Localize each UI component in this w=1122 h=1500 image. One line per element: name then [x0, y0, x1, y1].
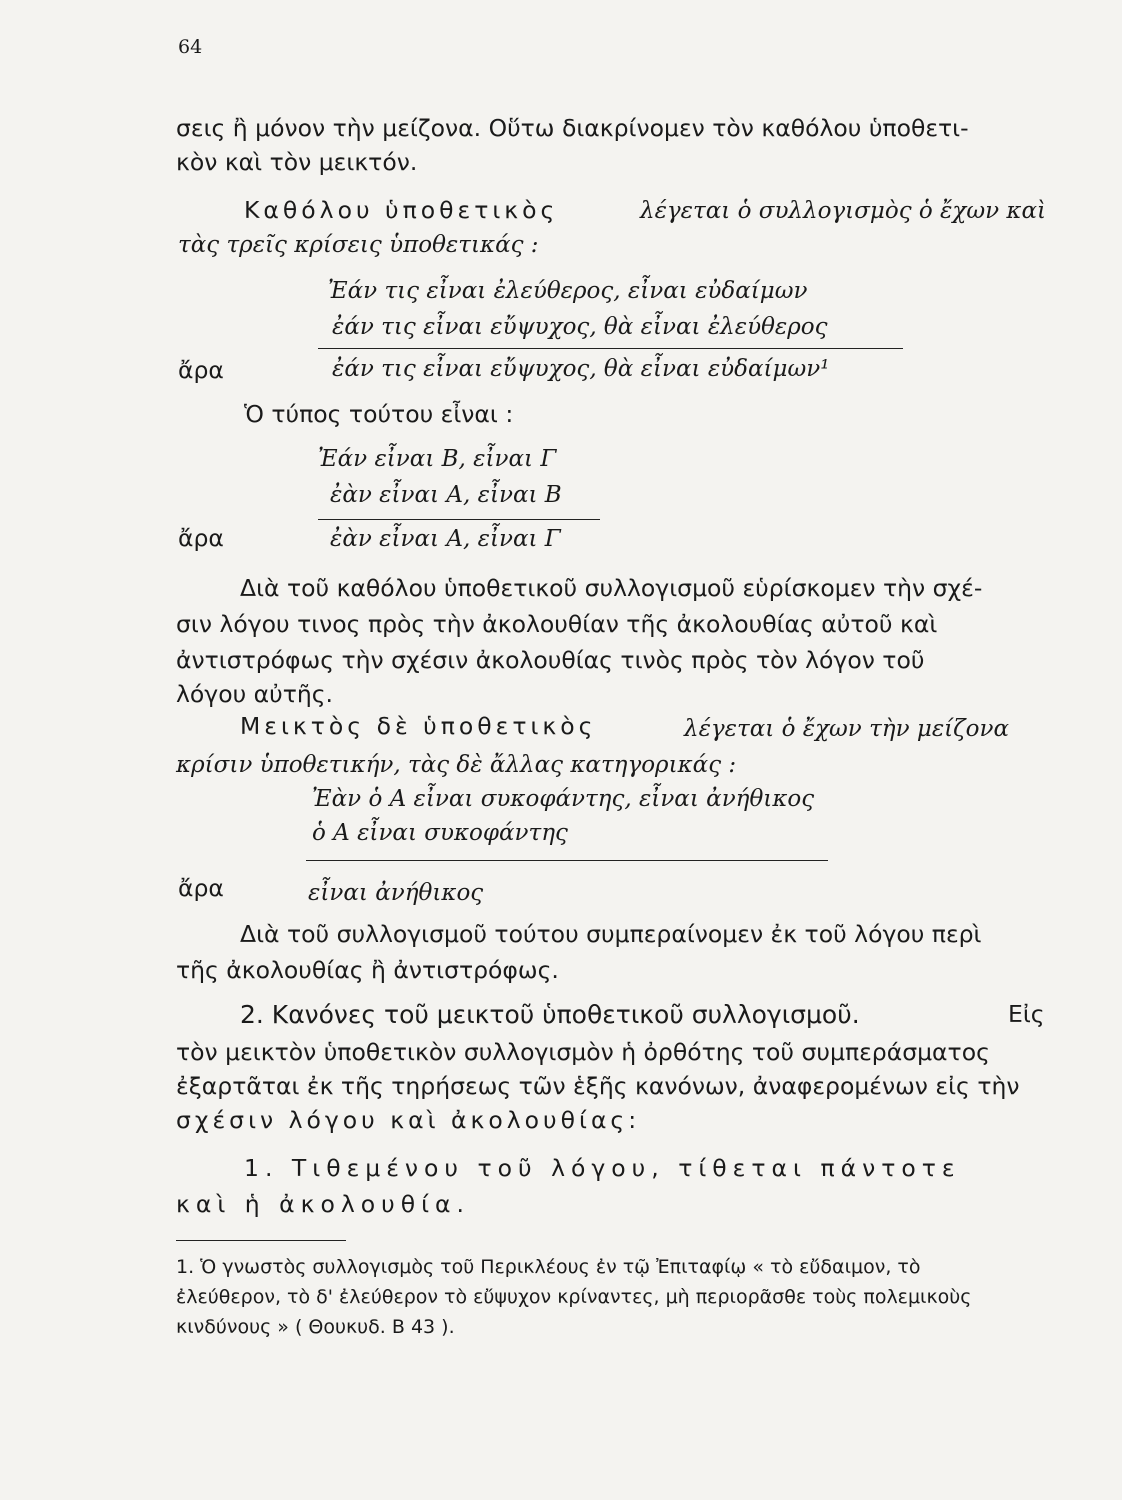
footnote-line: ἐλεύθερον, τὸ δ' ἐλεύθερον τὸ εὔψυχον κρίναντες, μὴ περιορᾶσθε τοὺς πολεμικοὺς	[176, 1286, 972, 1308]
syllogism-rule	[318, 519, 600, 520]
syllogism-rule	[306, 860, 828, 861]
therefore-label: ἄρα	[178, 356, 224, 384]
page-number: 64	[178, 36, 203, 58]
text-line: τῆς ἀκολουθίας ἢ ἀντιστρόφως.	[176, 956, 559, 984]
text-line: Διὰ τοῦ καθόλου ὑποθετικοῦ συλλογισμοῦ εὑρίσκομεν τὴν σχέ-	[240, 574, 983, 602]
syllogism-premise: Ἐάν εἶναι Β, εἶναι Γ	[318, 446, 557, 472]
text-line: ἀντιστρόφως τὴν σχέσιν ἀκολουθίας τινὸς πρὸς τὸν λόγον τοῦ	[176, 646, 925, 674]
syllogism-premise: ὁ Α εἶναι συκοφάντης	[312, 820, 568, 846]
text-line: λέγεται ὁ ἔχων τὴν μείζονα	[684, 716, 1010, 742]
text-line: σιν λόγου τινος πρὸς τὴν ἀκολουθίαν τῆς ἀκολουθίας αὐτοῦ καὶ	[176, 610, 938, 638]
syllogism-rule	[318, 348, 903, 349]
rule-item: 1. Τιθεμένου τοῦ λόγου, τίθεται πάντοτε	[244, 1154, 961, 1182]
text-line: λέγεται ὁ συλλογισμὸς ὁ ἔχων καὶ	[640, 198, 1047, 224]
syllogism-conclusion: εἶναι ἀνήθικος	[308, 880, 484, 906]
text-line: Ὁ τύπος τούτου εἶναι :	[244, 400, 514, 428]
text-line: κὸν καὶ τὸν μεικτόν.	[176, 148, 418, 176]
term-general-hypothetical: Καθόλου ὑποθετικὸς	[244, 196, 559, 224]
text-line: Εἰς	[1008, 1000, 1045, 1028]
text-line: τὸν μεικτὸν ὑποθετικὸν συλλογισμὸν ἡ ὀρθότης τοῦ συμπεράσματος	[176, 1038, 990, 1066]
term-mixed-hypothetical: Μεικτὸς δὲ ὑποθετικὸς	[240, 712, 597, 740]
text-line: σεις ἢ μόνον τὴν μείζονα. Οὕτω διακρίνομεν τὸν καθόλου ὑποθετι-	[176, 114, 969, 142]
therefore-label: ἄρα	[178, 524, 224, 552]
text-line: λόγου αὐτῆς.	[176, 680, 334, 708]
text-line: κρίσιν ὑποθετικήν, τὰς δὲ ἄλλας κατηγορικάς :	[176, 752, 737, 778]
syllogism-conclusion: ἐὰν εἶναι Α, εἶναι Γ	[330, 526, 561, 552]
syllogism-premise: Ἐὰν ὁ Α εἶναι συκοφάντης, εἶναι ἀνήθικος	[312, 786, 815, 812]
text-line: τὰς τρεῖς κρίσεις ὑποθετικάς :	[178, 232, 539, 258]
syllogism-premise: ἐάν τις εἶναι εὔψυχος, θὰ εἶναι ἐλεύθερος	[332, 314, 828, 340]
text-line: ἐξαρτᾶται ἐκ τῆς τηρήσεως τῶν ἑξῆς κανόνων, ἀναφερομένων εἰς τὴν	[176, 1072, 1020, 1100]
footnote-separator	[176, 1240, 346, 1241]
rule-item: καὶ ἡ ἀκολουθία.	[176, 1190, 471, 1218]
syllogism-conclusion: ἐάν τις εἶναι εὔψυχος, θὰ εἶναι εὐδαίμων¹	[332, 356, 830, 382]
section-heading: 2. Κανόνες τοῦ μεικτοῦ ὑποθετικοῦ συλλογισμοῦ.	[240, 1000, 860, 1029]
text-line: σχέσιν λόγου καὶ ἀκολουθίας:	[176, 1106, 641, 1134]
text-line: Διὰ τοῦ συλλογισμοῦ τούτου συμπεραίνομεν ἐκ τοῦ λόγου περὶ	[240, 920, 982, 948]
syllogism-premise: Ἐάν τις εἶναι ἐλεύθερος, εἶναι εὐδαίμων	[328, 278, 808, 304]
footnote-line: κινδύνους » ( Θουκυδ. Β 43 ).	[176, 1316, 455, 1338]
syllogism-premise: ἐὰν εἶναι Α, εἶναι Β	[330, 482, 562, 508]
footnote-line: 1. Ὁ γνωστὸς συλλογισμὸς τοῦ Περικλέους ἐν τῷ Ἐπιταφίῳ « τὸ εὔδαιμον, τὸ	[176, 1256, 921, 1278]
therefore-label: ἄρα	[178, 874, 224, 902]
